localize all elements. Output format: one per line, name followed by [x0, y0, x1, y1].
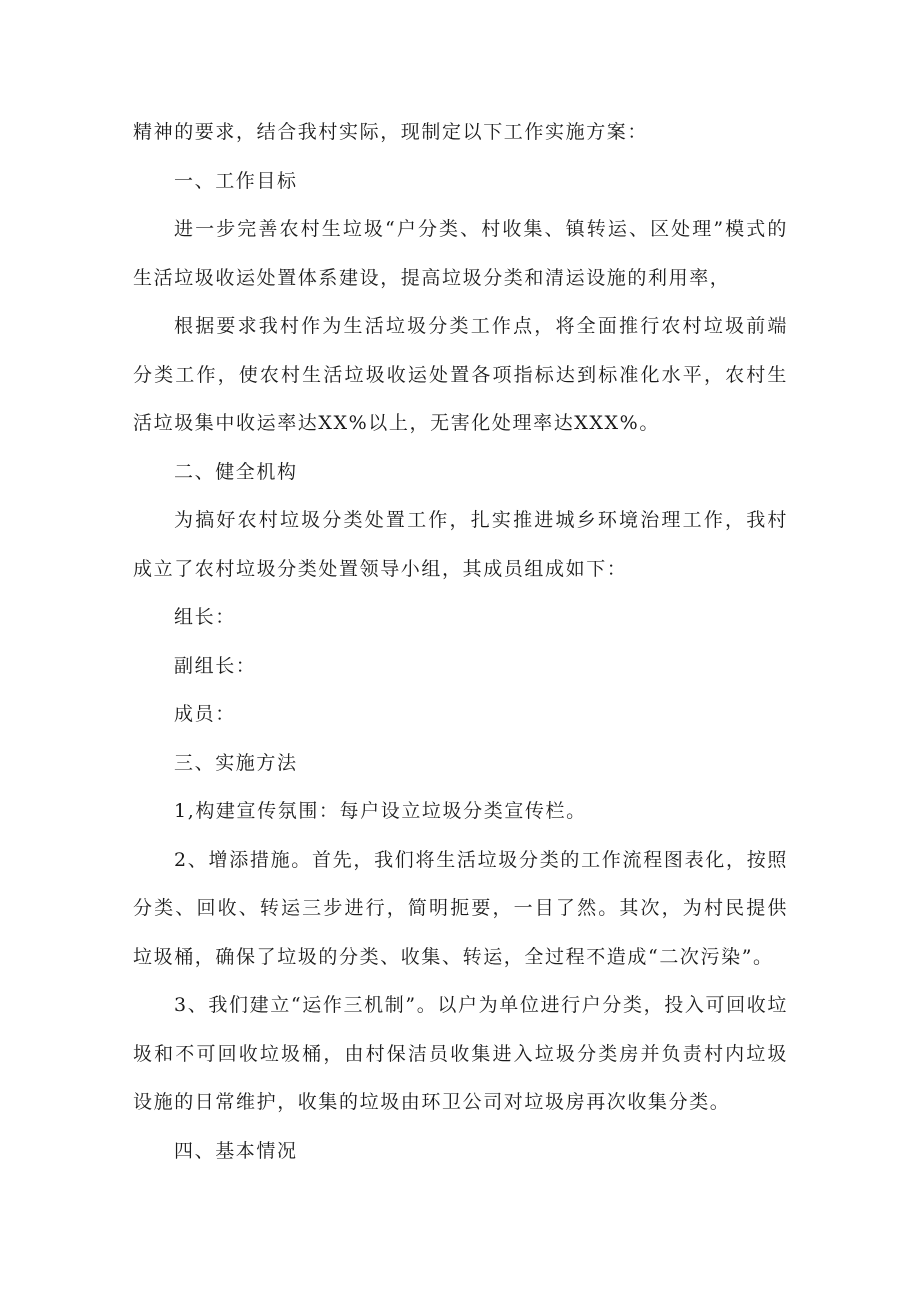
heading-implementation: 三、实施方法 — [174, 751, 298, 774]
paragraph-method-1: 1,构建宣传氛围：每户设立垃圾分类宣传栏。 — [174, 800, 587, 822]
heading-organization: 二、健全机构 — [174, 460, 298, 483]
paragraph-intro: 精神的要求，结合我村实际，现制定以下工作实施方案： — [133, 121, 649, 143]
paragraph-goal-system: 进一步完善农村生垃圾“户分类、村收集、镇转运、区处理”模式的生活垃圾收运处置体系建设，提高垃圾分类和清运设施的利用率， — [133, 218, 788, 289]
paragraph-goal-targets: 根据要求我村作为生活垃圾分类工作点，将全面推行农村垃圾前端分类工作，使农村生活垃圾收运处置各项指标达到标准化水平，农村生活垃圾集中收运率达XX%以上，无害化处理率达XXX%。 — [133, 315, 788, 434]
paragraph-method-2: 2、增添措施。首先，我们将生活垃圾分类的工作流程图表化，按照分类、回收、转运三步进行，简明扼要，一目了然。其次，为村民提供垃圾桶，确保了垃圾的分类、收集、转运，全过程不造成“二次污染”。 — [133, 848, 788, 968]
field-members: 成员： — [174, 703, 236, 725]
paragraph-organization: 为搞好农村垃圾分类处置工作，扎实推进城乡环境治理工作，我村成立了农村垃圾分类处置领导小组，其成员组成如下： — [133, 509, 788, 580]
field-deputy-leader: 副组长： — [174, 654, 257, 677]
heading-work-goal: 一、工作目标 — [174, 169, 298, 192]
paragraph-method-3: 3、我们建立“运作三机制”。以户为单位进行户分类，投入可回收垃圾和不可回收垃圾桶，由村保洁员收集进入垃圾分类房并负责村内垃圾设施的日常维护，收集的垃圾由环卫公司对垃圾房再次收集分类。 — [133, 994, 788, 1113]
field-team-leader: 组长： — [174, 606, 236, 628]
document-body — [133, 108, 788, 1175]
heading-basic-situation: 四、基本情况 — [174, 1139, 298, 1162]
